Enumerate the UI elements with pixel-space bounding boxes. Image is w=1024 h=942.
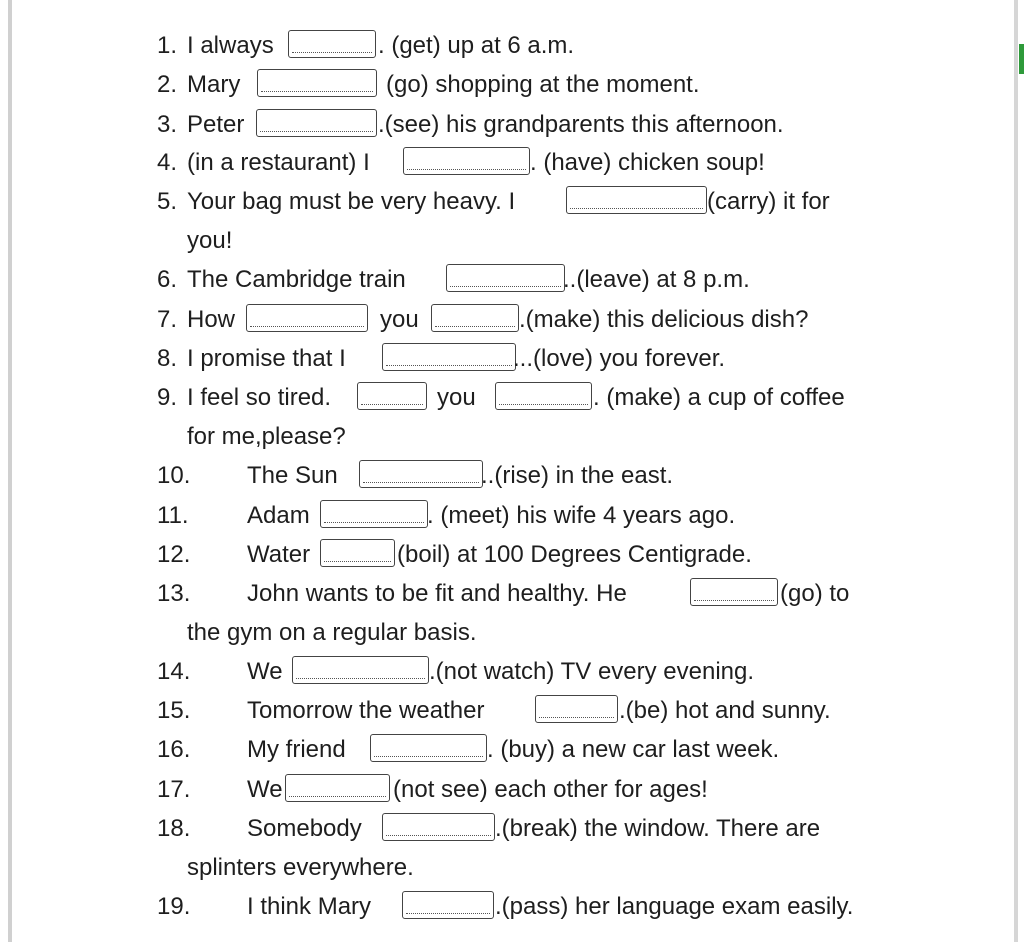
item-text: Water xyxy=(247,541,311,568)
item-number: 15. xyxy=(157,697,191,724)
item-text: .(pass) her language exam easily. xyxy=(495,893,854,920)
item-text: you xyxy=(437,384,476,411)
answer-box[interactable] xyxy=(690,578,778,606)
item-number: 1. xyxy=(157,32,178,59)
item-text: (in a restaurant) I xyxy=(187,149,370,176)
answer-box[interactable] xyxy=(359,460,483,488)
item-text: Mary xyxy=(187,71,241,98)
item-number: 3. xyxy=(157,111,178,138)
answer-box[interactable] xyxy=(292,656,429,684)
answer-box[interactable] xyxy=(320,500,428,528)
item-text: Your bag must be very heavy. I xyxy=(187,188,516,215)
answer-box[interactable] xyxy=(535,695,618,723)
answer-box[interactable] xyxy=(320,539,395,567)
item-number: 4. xyxy=(157,149,178,176)
item-text: Somebody xyxy=(247,815,362,842)
item-text: My friend xyxy=(247,736,346,763)
item-text: (go) to xyxy=(780,580,850,607)
item-text: .(be) hot and sunny. xyxy=(619,697,831,724)
item-text: We xyxy=(247,776,283,803)
answer-box[interactable] xyxy=(382,343,516,371)
answer-box[interactable] xyxy=(402,891,494,919)
answer-box[interactable] xyxy=(256,109,377,137)
item-number: 16. xyxy=(157,736,191,763)
item-number: 12. xyxy=(157,541,191,568)
item-text: . (meet) his wife 4 years ago. xyxy=(427,502,736,529)
answer-box[interactable] xyxy=(566,186,707,214)
item-text: Adam xyxy=(247,502,310,529)
item-text: the gym on a regular basis. xyxy=(187,619,477,646)
item-text: . (have) chicken soup! xyxy=(530,149,765,176)
item-text: (carry) it for xyxy=(707,188,830,215)
item-text: The Cambridge train xyxy=(187,266,406,293)
item-text: (boil) at 100 Degrees Centigrade. xyxy=(397,541,752,568)
item-number: 10. xyxy=(157,462,191,489)
item-text: . (get) up at 6 a.m. xyxy=(378,32,575,59)
item-text: .(see) his grandparents this afternoon. xyxy=(378,111,784,138)
item-number: 2. xyxy=(157,71,178,98)
answer-box[interactable] xyxy=(257,69,377,97)
item-number: 5. xyxy=(157,188,178,215)
item-text: splinters everywhere. xyxy=(187,854,414,881)
item-text: (not see) each other for ages! xyxy=(393,776,708,803)
page-border-left xyxy=(8,0,12,942)
item-text: We xyxy=(247,658,283,685)
item-number: 17. xyxy=(157,776,191,803)
item-number: 18. xyxy=(157,815,191,842)
item-text: for me,please? xyxy=(187,423,346,450)
answer-box[interactable] xyxy=(446,264,565,292)
item-number: 14. xyxy=(157,658,191,685)
answer-box[interactable] xyxy=(495,382,592,410)
answer-box[interactable] xyxy=(285,774,390,802)
answer-box[interactable] xyxy=(357,382,427,410)
item-text: I promise that I xyxy=(187,345,346,372)
page-border-right xyxy=(1014,0,1018,942)
item-text: .(make) this delicious dish? xyxy=(519,306,809,333)
item-text: . (buy) a new car last week. xyxy=(487,736,780,763)
item-number: 8. xyxy=(157,345,178,372)
item-text: The Sun xyxy=(247,462,338,489)
item-number: 13. xyxy=(157,580,191,607)
item-text: I feel so tired. xyxy=(187,384,332,411)
answer-box[interactable] xyxy=(246,304,368,332)
item-text: ..(rise) in the east. xyxy=(481,462,674,489)
item-text: John wants to be fit and healthy. He xyxy=(247,580,627,607)
item-text: Tomorrow the weather xyxy=(247,697,485,724)
answer-box[interactable] xyxy=(370,734,487,762)
answer-box[interactable] xyxy=(431,304,519,332)
answer-box[interactable] xyxy=(403,147,530,175)
item-text: you xyxy=(380,306,419,333)
scroll-indicator xyxy=(1019,44,1024,74)
answer-box[interactable] xyxy=(288,30,376,58)
item-text: I always xyxy=(187,32,274,59)
item-text: .(not watch) TV every evening. xyxy=(429,658,755,685)
item-text: Peter xyxy=(187,111,245,138)
item-number: 11. xyxy=(157,502,189,529)
item-text: How xyxy=(187,306,236,333)
item-number: 9. xyxy=(157,384,178,411)
item-text: ...(love) you forever. xyxy=(513,345,726,372)
item-number: 7. xyxy=(157,306,178,333)
item-text: .(break) the window. There are xyxy=(495,815,821,842)
item-text: ..(leave) at 8 p.m. xyxy=(563,266,750,293)
item-text: you! xyxy=(187,227,233,254)
item-text: I think Mary xyxy=(247,893,372,920)
item-text: (go) shopping at the moment. xyxy=(386,71,700,98)
item-number: 19. xyxy=(157,893,191,920)
item-number: 6. xyxy=(157,266,178,293)
answer-box[interactable] xyxy=(382,813,495,841)
item-text: . (make) a cup of coffee xyxy=(593,384,845,411)
